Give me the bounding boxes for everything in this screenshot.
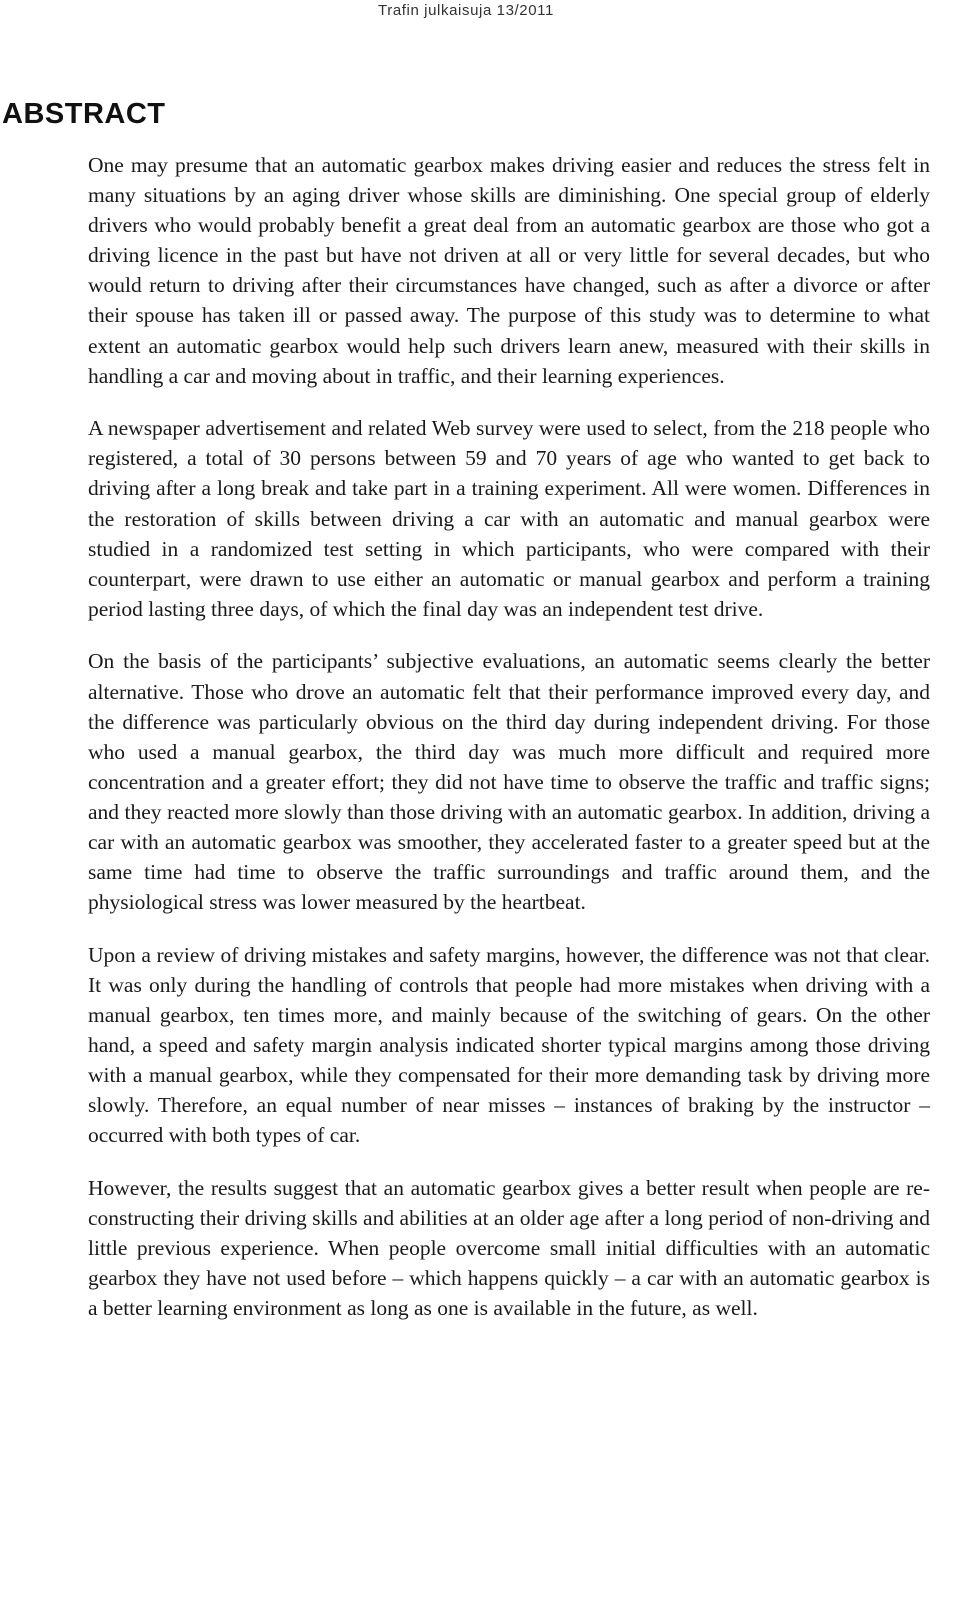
running-header: Trafin julkaisuja 13/2011 (378, 2, 554, 19)
abstract-body (88, 150, 930, 1346)
abstract-paragraph-2: A newspaper advertisement and related Web survey were used to select, from the 218 people who registered, a total of 30 persons between 59 and 70 years of age who wanted to get back to driving after a long break and take part in a training experiment. All were women. Differences in the restoration of skills between driving a car with an automatic and manual gearbox were studied in a randomized test setting in which participants, who were compared with their counterpart, were drawn to use either an automatic or manual gearbox and perform a training period lasting three days, of which the final day was an independent test drive. (88, 416, 930, 621)
abstract-paragraph-1: One may presume that an automatic gearbox makes driving easier and reduces the stress felt in many situations by an aging driver whose skills are diminishing. One special group of elderly drivers who would probably benefit a great deal from an automatic gearbox are those who got a driving licence in the past but have not driven at all or very little for several decades, but who would return to driving after their circumstances have changed, such as after a divorce or after their spouse has taken ill or passed away. The purpose of this study was to determine to what extent an automatic gearbox would help such drivers learn anew, measured with their skills in handling a car and moving about in traffic, and their learning experiences. (88, 153, 930, 388)
abstract-paragraph-3: On the basis of the participants’ subjective evaluations, an automatic seems clearly the better alternative. Those who drove an automatic felt that their performance improved every day, and the difference was particularly obvious on the third day during independent driving. For those who used a manual gearbox, the third day was much more difficult and required more concentration and a greater effort; they did not have time to observe the traffic and traffic signs; and they reacted more slowly than those driving with an automatic gearbox. In addition, driving a car with an automatic gearbox was smoother, they accelerated faster to a greater speed but at the same time had time to observe the traffic surroundings and traffic around them, and the physiological stress was lower measured by the heartbeat. (88, 649, 930, 915)
section-heading: ABSTRACT (2, 98, 166, 130)
abstract-paragraph-4: Upon a review of driving mistakes and safety margins, however, the difference was not that clear. It was only during the handling of controls that people had more mistakes when driving with a manual gearbox, ten times more, and mainly because of the switching of gears. On the other hand, a speed and safety margin analysis indicated shorter typical margins among those driving with a manual gearbox, while they compensated for their more demanding task by driving more slowly. Therefore, an equal number of near misses – instances of braking by the instructor – occurred with both types of car. (88, 942, 930, 1148)
abstract-paragraph-5: However, the results suggest that an automatic gearbox gives a better result when people are re-constructing their driving skills and abilities at an older age after a long period of non-driving and little previous experience. When people overcome small initial difficulties with an automatic gearbox they have not used before – which happens quickly – a car with an automatic gearbox is a better learning environment as long as one is available in the future, as well. (88, 1175, 930, 1321)
